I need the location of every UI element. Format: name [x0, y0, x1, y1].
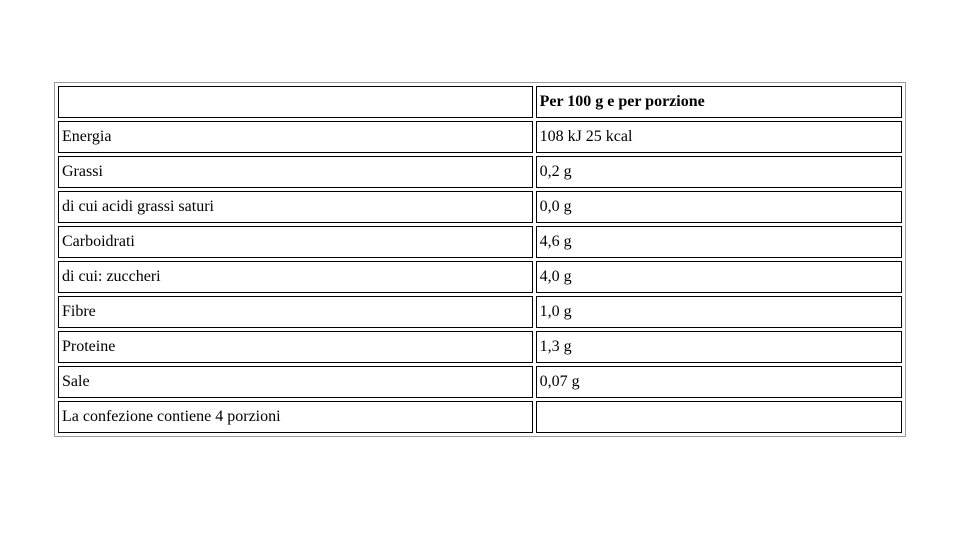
- row-label-cell: Sale: [58, 366, 533, 398]
- nutrition-table: [54, 82, 906, 437]
- row-value-cell: 108 kJ 25 kcal: [536, 121, 902, 153]
- table-row-porzioni: [58, 401, 902, 433]
- row-value-cell: [536, 401, 902, 433]
- row-label-cell: di cui: zuccheri: [58, 261, 533, 293]
- row-value-cell: 4,0 g: [536, 261, 902, 293]
- table-row-saturi: [58, 191, 902, 223]
- row-value-cell: 0,07 g: [536, 366, 902, 398]
- table-row-grassi: [58, 156, 902, 188]
- table-row-carboidrati: [58, 226, 902, 258]
- table-row-fibre: [58, 296, 902, 328]
- row-label-cell: Fibre: [58, 296, 533, 328]
- row-label-cell: Grassi: [58, 156, 533, 188]
- table-row-energia: [58, 121, 902, 153]
- header-label-cell: [58, 86, 533, 118]
- table-row-sale: [58, 366, 902, 398]
- row-label-cell: Carboidrati: [58, 226, 533, 258]
- row-value-cell: 0,2 g: [536, 156, 902, 188]
- row-label-cell: Energia: [58, 121, 533, 153]
- row-value-cell: 4,6 g: [536, 226, 902, 258]
- row-value-cell: 1,0 g: [536, 296, 902, 328]
- row-label-cell: Proteine: [58, 331, 533, 363]
- row-value-cell: 0,0 g: [536, 191, 902, 223]
- row-label-cell: di cui acidi grassi saturi: [58, 191, 533, 223]
- table-header-row: [58, 86, 902, 118]
- table-row-zuccheri: [58, 261, 902, 293]
- table-row-proteine: [58, 331, 902, 363]
- row-value-cell: 1,3 g: [536, 331, 902, 363]
- header-value-cell: Per 100 g e per porzione: [536, 86, 902, 118]
- row-label-cell: La confezione contiene 4 porzioni: [58, 401, 533, 433]
